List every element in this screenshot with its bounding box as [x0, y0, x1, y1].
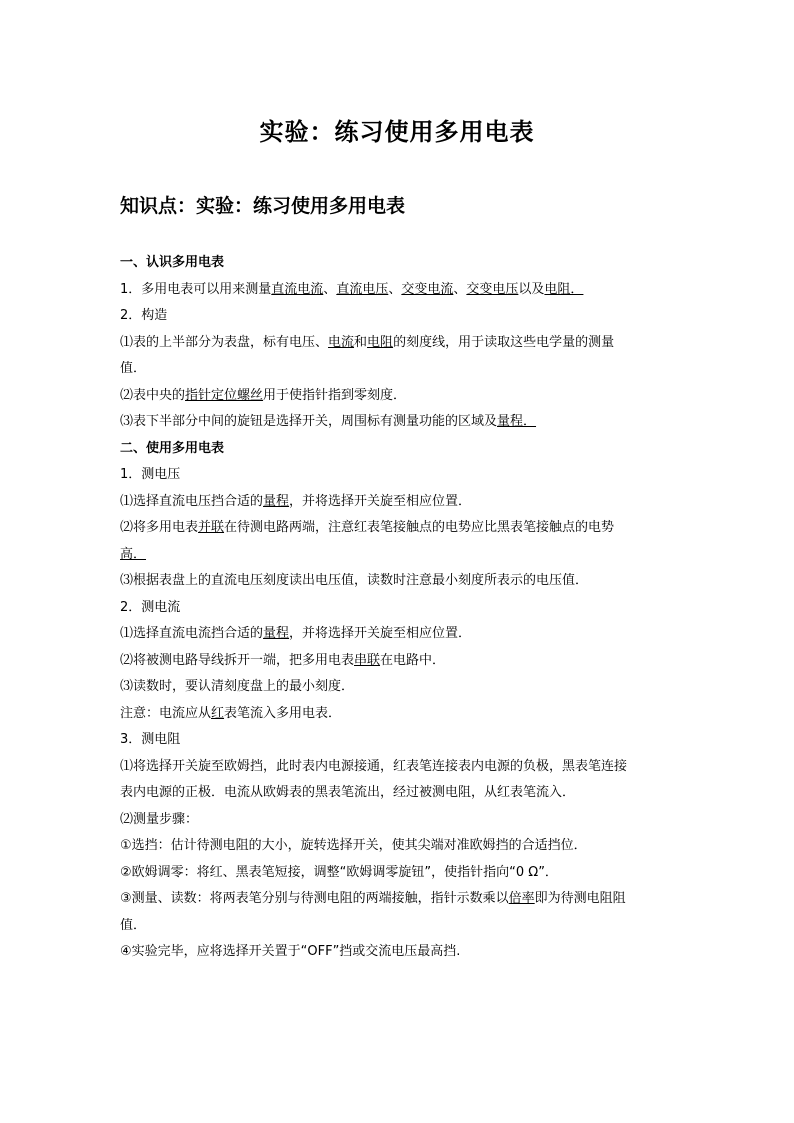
page-title: 实验：练习使用多用电表 [259, 118, 535, 146]
measure-step-select: ①选挡：估计待测电阻的大小，旋转选择开关，使其尖端对准欧姆挡的合适挡位． [120, 838, 587, 853]
resistance-heading: 3．测电阻 [120, 732, 181, 747]
document-body [120, 250, 676, 966]
voltage-step2-line2: 高． [120, 546, 147, 562]
measure-step-zero: ②欧姆调零：将红、黑表笔短接，调整“欧姆调零旋钮”，使指针指向“0 Ω”． [120, 864, 558, 880]
voltage-step3: ⑶根据表盘上的直流电压刻度读出电压值，读数时注意最小刻度所表示的电压值． [120, 573, 589, 588]
structure-heading: 2．构造 [120, 308, 168, 323]
resistance-step2: ⑵测量步骤： [120, 811, 199, 827]
measure-step-finish: ④实验完毕，应将选择开关置于“OFF”挡或交流电压最高挡. [120, 944, 461, 959]
part1-item1: 1．多用电表可以用来测量直流电流、直流电压、交变电流、交变电压以及电阻． [120, 281, 584, 297]
structure-para2: ⑵表中央的指针定位螺丝用于使指针指到零刻度． [120, 387, 407, 403]
part1-heading: 一、认识多用电表 [120, 255, 225, 270]
structure-para1-line2: 值． [120, 361, 147, 376]
voltage-heading: 1．测电压 [120, 467, 181, 482]
measure-step-read-line1: ③测量、读数：将两表笔分别与待测电阻的两端接触，指针示数乘以倍率即为待测电阻阻 [120, 891, 626, 906]
voltage-step2-line1: ⑵将多用电表并联在待测电路两端，注意红表笔接触点的电势应比黑表笔接触点的电势 [120, 520, 615, 535]
current-heading: 2．测电流 [120, 599, 181, 615]
section-title: 知识点：实验：练习使用多用电表 [120, 195, 406, 217]
current-step2: ⑵将被测电路导线拆开一端，把多用电表串联在电路中． [120, 652, 446, 668]
part2-heading: 二、使用多用电表 [120, 440, 225, 456]
measure-step-read-line2: 值． [120, 917, 147, 933]
resistance-step1-line1: ⑴将选择开关旋至欧姆挡，此时表内电源接通，红表笔连接表内电源的负极，黑表笔连接 [120, 758, 628, 774]
current-step1: ⑴选择直流电流挡合适的量程，并将选择开关旋至相应位置． [120, 626, 472, 641]
resistance-step1-line2: 表内电源的正极．电流从欧姆表的黑表笔流出，经过被测电阻，从红表笔流入． [120, 785, 576, 800]
voltage-step1: ⑴选择直流电压挡合适的量程，并将选择开关旋至相应位置． [120, 493, 472, 509]
current-step3: ⑶读数时，要认清刻度盘上的最小刻度． [120, 679, 355, 694]
current-note: 注意：电流应从红表笔流入多用电表． [120, 705, 342, 721]
structure-para3: ⑶表下半部分中间的旋钮是选择开关，周围标有测量功能的区域及量程． [120, 414, 537, 429]
structure-para1-line1: ⑴表的上半部分为表盘，标有电压、电流和电阻的刻度线，用于读取这些电学量的测量 [120, 334, 615, 350]
